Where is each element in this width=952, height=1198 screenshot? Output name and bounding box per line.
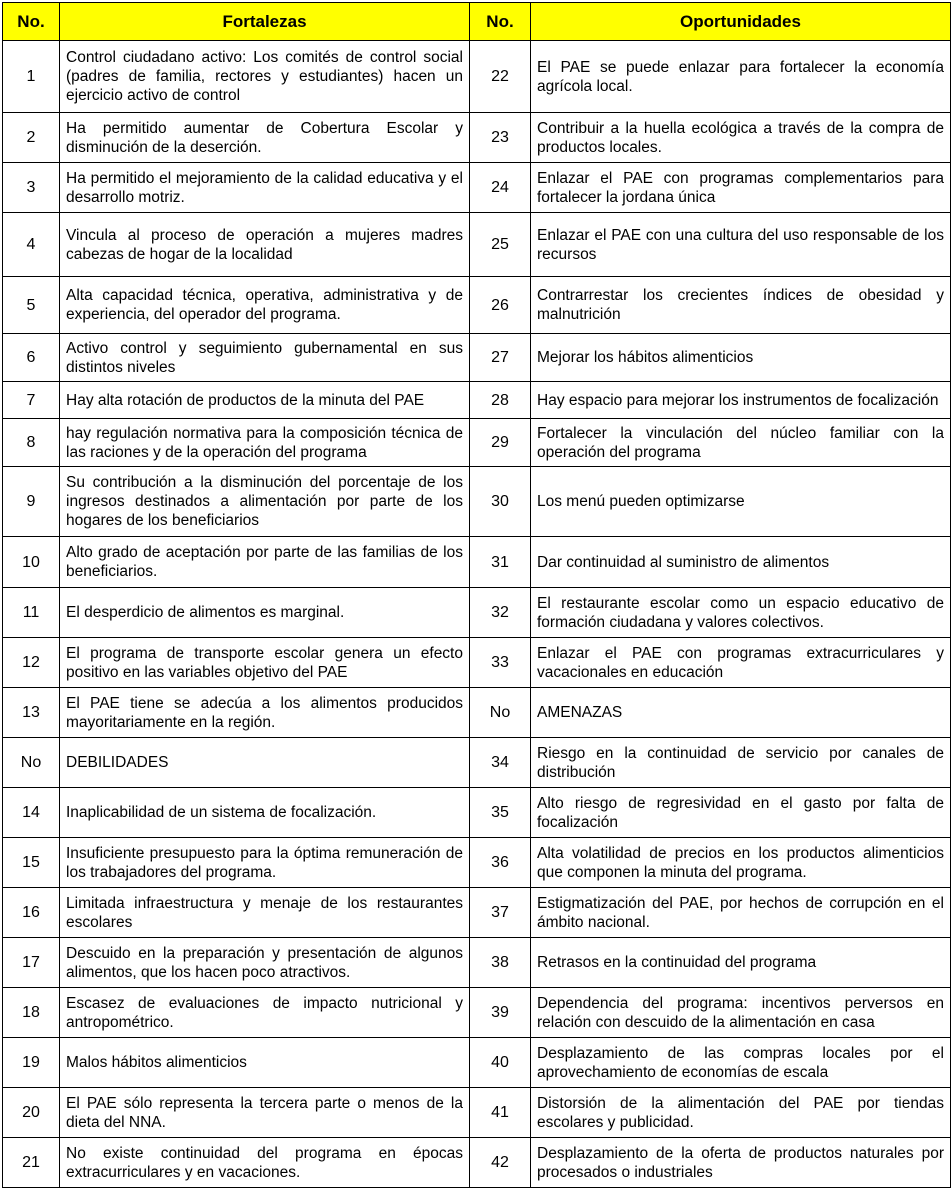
row-right-number: 28 — [470, 382, 531, 419]
row-left-text: El programa de transporte escolar genera un efecto positivo en las variables objetivo del PAE — [60, 638, 470, 688]
row-left-number: 6 — [3, 334, 60, 382]
table-row — [3, 688, 951, 738]
table-row — [3, 838, 951, 888]
row-left-number: 3 — [3, 163, 60, 213]
row-right-number: 29 — [470, 419, 531, 467]
row-left-number: 21 — [3, 1138, 60, 1188]
row-right-number: 34 — [470, 738, 531, 788]
table-row — [3, 988, 951, 1038]
swot-table — [2, 2, 951, 1188]
row-right-text: Desplazamiento de las compras locales por el aprovechamiento de economías de escala — [531, 1038, 951, 1088]
table-row — [3, 334, 951, 382]
row-right-text: Estigmatización del PAE, por hechos de corrupción en el ámbito nacional. — [531, 888, 951, 938]
row-left-text: El PAE sólo representa la tercera parte o menos de la dieta del NNA. — [60, 1088, 470, 1138]
header-no-left: No. — [3, 3, 60, 41]
row-right-number: 26 — [470, 277, 531, 334]
row-left-text: Escasez de evaluaciones de impacto nutricional y antropométrico. — [60, 988, 470, 1038]
row-right-number: 36 — [470, 838, 531, 888]
row-right-number: No — [470, 688, 531, 738]
row-left-text: Activo control y seguimiento gubernamental en sus distintos niveles — [60, 334, 470, 382]
row-right-text: Alta volatilidad de precios en los productos alimenticios que componen la minuta del programa. — [531, 838, 951, 888]
row-right-number: 32 — [470, 588, 531, 638]
row-left-text: El desperdicio de alimentos es marginal. — [60, 588, 470, 638]
row-right-number: 40 — [470, 1038, 531, 1088]
row-right-number: 41 — [470, 1088, 531, 1138]
row-right-number: 39 — [470, 988, 531, 1038]
header-row — [3, 3, 951, 41]
row-left-number: 20 — [3, 1088, 60, 1138]
row-left-text: Ha permitido aumentar de Cobertura Escolar y disminución de la deserción. — [60, 113, 470, 163]
row-left-text: Ha permitido el mejoramiento de la calidad educativa y el desarrollo motriz. — [60, 163, 470, 213]
table-row — [3, 638, 951, 688]
row-right-text: Riesgo en la continuidad de servicio por canales de distribución — [531, 738, 951, 788]
table-row — [3, 113, 951, 163]
table-body — [3, 41, 951, 1188]
table-row — [3, 419, 951, 467]
row-right-text: Mejorar los hábitos alimenticios — [531, 334, 951, 382]
row-left-number: 16 — [3, 888, 60, 938]
row-left-text: Alto grado de aceptación por parte de las familias de los beneficiarios. — [60, 537, 470, 588]
row-right-number: 25 — [470, 213, 531, 277]
row-left-text: Su contribución a la disminución del porcentaje de los ingresos destinados a alimentación por parte de los hogares de los beneficiarios — [60, 467, 470, 537]
row-left-number: 1 — [3, 41, 60, 113]
table-row — [3, 788, 951, 838]
row-left-text: Inaplicabilidad de un sistema de focalización. — [60, 788, 470, 838]
row-right-text: Fortalecer la vinculación del núcleo familiar con la operación del programa — [531, 419, 951, 467]
row-left-text: Insuficiente presupuesto para la óptima remuneración de los trabajadores del programa. — [60, 838, 470, 888]
row-left-number: 7 — [3, 382, 60, 419]
header-no-right: No. — [470, 3, 531, 41]
row-right-text: Enlazar el PAE con programas extracurriculares y vacacionales en educación — [531, 638, 951, 688]
row-right-number: 38 — [470, 938, 531, 988]
row-right-text: El PAE se puede enlazar para fortalecer la economía agrícola local. — [531, 41, 951, 113]
row-right-number: 30 — [470, 467, 531, 537]
table-row — [3, 888, 951, 938]
row-left-number: 10 — [3, 537, 60, 588]
row-right-number: 35 — [470, 788, 531, 838]
row-right-text: Dar continuidad al suministro de alimentos — [531, 537, 951, 588]
row-left-text: Malos hábitos alimenticios — [60, 1038, 470, 1088]
table-row — [3, 1138, 951, 1188]
row-right-text: Contribuir a la huella ecológica a través de la compra de productos locales. — [531, 113, 951, 163]
table-row — [3, 277, 951, 334]
row-right-number: 23 — [470, 113, 531, 163]
table-row — [3, 1088, 951, 1138]
row-right-text: Hay espacio para mejorar los instrumentos de focalización — [531, 382, 951, 419]
row-left-text: DEBILIDADES — [60, 738, 470, 788]
header-oportunidades: Oportunidades — [531, 3, 951, 41]
row-left-number: 8 — [3, 419, 60, 467]
table-row — [3, 588, 951, 638]
row-left-number: 4 — [3, 213, 60, 277]
table-row — [3, 41, 951, 113]
row-left-text: hay regulación normativa para la composición técnica de las raciones y de la operación del programa — [60, 419, 470, 467]
row-right-text: Alto riesgo de regresividad en el gasto por falta de focalización — [531, 788, 951, 838]
row-left-number: 11 — [3, 588, 60, 638]
row-left-number: 2 — [3, 113, 60, 163]
row-right-number: 37 — [470, 888, 531, 938]
row-right-number: 31 — [470, 537, 531, 588]
row-right-text: Retrasos en la continuidad del programa — [531, 938, 951, 988]
row-right-number: 27 — [470, 334, 531, 382]
row-left-number: 19 — [3, 1038, 60, 1088]
row-right-number: 22 — [470, 41, 531, 113]
table-row — [3, 738, 951, 788]
row-right-text: Los menú pueden optimizarse — [531, 467, 951, 537]
row-left-text: Alta capacidad técnica, operativa, administrativa y de experiencia, del operador del programa. — [60, 277, 470, 334]
row-right-number: 24 — [470, 163, 531, 213]
row-right-text: Enlazar el PAE con programas complementarios para fortalecer la jordana única — [531, 163, 951, 213]
row-right-text: Desplazamiento de la oferta de productos naturales por procesados o industriales — [531, 1138, 951, 1188]
row-right-text: AMENAZAS — [531, 688, 951, 738]
row-left-text: Descuido en la preparación y presentación de algunos alimentos, que los hacen poco atractivos. — [60, 938, 470, 988]
table-row — [3, 938, 951, 988]
row-left-number: 13 — [3, 688, 60, 738]
row-right-text: Contrarrestar los crecientes índices de obesidad y malnutrición — [531, 277, 951, 334]
table-row — [3, 213, 951, 277]
row-left-text: Limitada infraestructura y menaje de los restaurantes escolares — [60, 888, 470, 938]
row-left-number: No — [3, 738, 60, 788]
row-left-number: 5 — [3, 277, 60, 334]
table-row — [3, 1038, 951, 1088]
row-left-text: No existe continuidad del programa en épocas extracurriculares y en vacaciones. — [60, 1138, 470, 1188]
row-right-number: 42 — [470, 1138, 531, 1188]
row-left-text: Vincula al proceso de operación a mujeres madres cabezas de hogar de la localidad — [60, 213, 470, 277]
row-left-text: El PAE tiene se adecúa a los alimentos producidos mayoritariamente en la región. — [60, 688, 470, 738]
row-left-number: 12 — [3, 638, 60, 688]
table-row — [3, 163, 951, 213]
row-left-number: 14 — [3, 788, 60, 838]
header-fortalezas: Fortalezas — [60, 3, 470, 41]
table-row — [3, 467, 951, 537]
table-row — [3, 537, 951, 588]
row-right-number: 33 — [470, 638, 531, 688]
row-right-text: Enlazar el PAE con una cultura del uso responsable de los recursos — [531, 213, 951, 277]
row-right-text: Dependencia del programa: incentivos perversos en relación con descuido de la alimentación en casa — [531, 988, 951, 1038]
table-row — [3, 382, 951, 419]
row-left-text: Control ciudadano activo: Los comités de control social (padres de familia, rectores y estudiantes) hacen un ejercicio activo de control — [60, 41, 470, 113]
row-right-text: Distorsión de la alimentación del PAE por tiendas escolares y publicidad. — [531, 1088, 951, 1138]
row-left-number: 15 — [3, 838, 60, 888]
row-left-number: 9 — [3, 467, 60, 537]
row-left-number: 17 — [3, 938, 60, 988]
row-right-text: El restaurante escolar como un espacio educativo de formación ciudadana y valores colectivos. — [531, 588, 951, 638]
row-left-text: Hay alta rotación de productos de la minuta del PAE — [60, 382, 470, 419]
row-left-number: 18 — [3, 988, 60, 1038]
